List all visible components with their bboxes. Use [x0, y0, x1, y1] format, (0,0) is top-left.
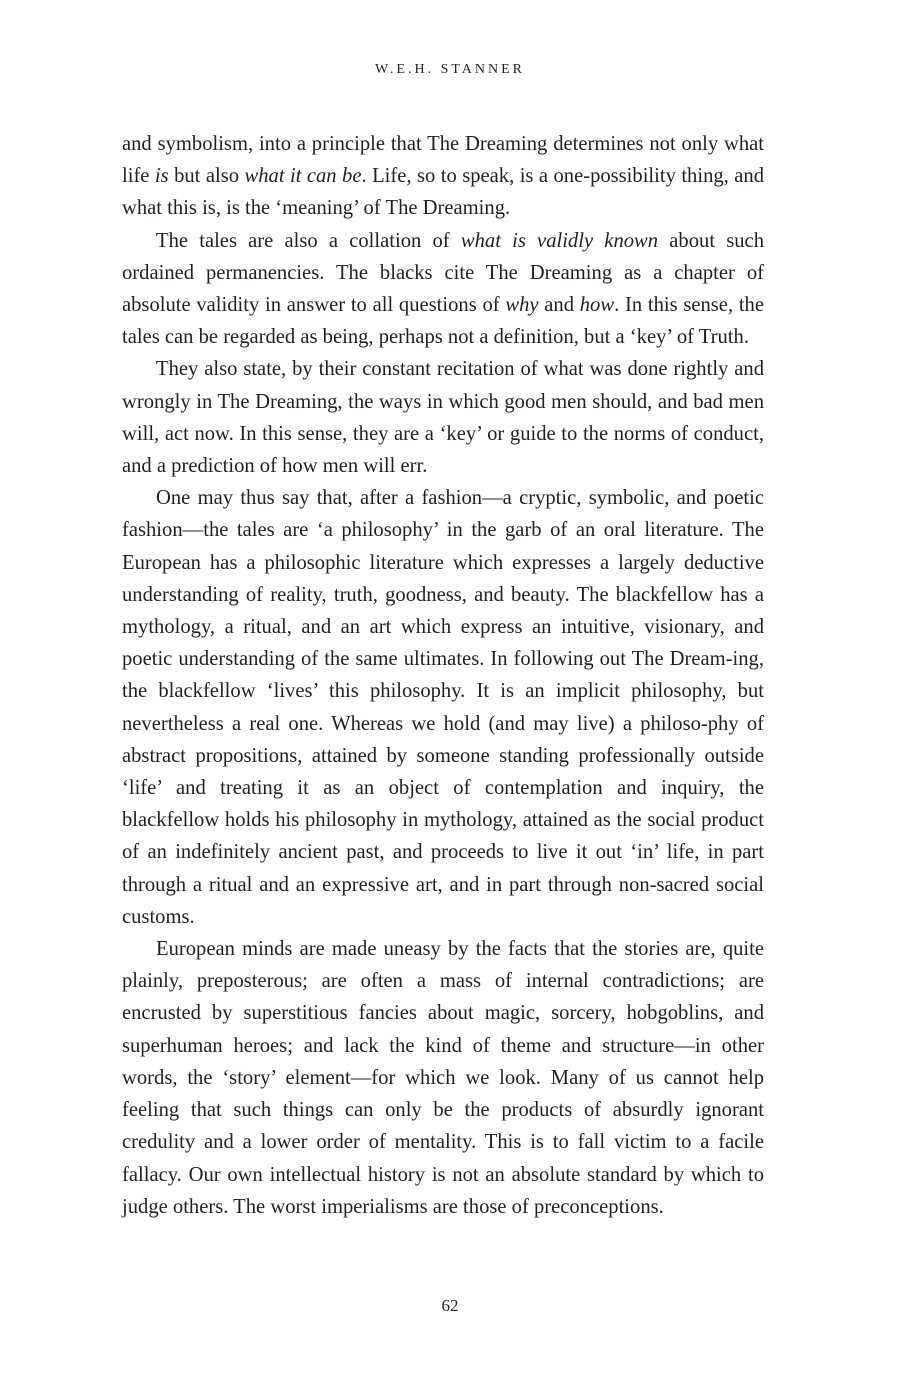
italic-text: what is validly known: [460, 229, 659, 252]
body-text: [122, 128, 764, 1223]
italic-text: why: [505, 294, 539, 317]
paragraph: [122, 482, 764, 933]
text-run: . Life, so to speak, is a one-possibility thing, and what this is, is the ‘meaning’ of The Dreaming.: [122, 165, 764, 220]
paragraph: [122, 933, 764, 1223]
text-run: The tales are also a collation of: [156, 229, 461, 252]
text-run: and symbolism, into a principle that The Dreaming determines not only what life: [122, 133, 764, 188]
paragraph: [122, 128, 764, 225]
text-run: European minds are made uneasy by the facts that the stories are, quite plainly, preposterous; are often a mass of internal contradictions; are encrusted by superstitious fancies about magic, sorcery, hobgoblins, and superhuman heroes; and lack the kind of theme and structure—in other words, the ‘story’ element—for which we look. Many of us cannot help feeling that such things can only be the products of absurdly ignorant credulity and a lower order of mentality. This is to fall victim to a facile fallacy. Our own intellectual history is not an absolute standard by which to judge others. The worst imperialisms are those of preconceptions.: [122, 938, 764, 1218]
paragraph: [122, 353, 764, 482]
text-run: but also: [168, 165, 245, 188]
text-run: and: [538, 294, 580, 317]
italic-text: how: [579, 294, 615, 317]
page-number: 62: [441, 1296, 459, 1315]
text-run: about such ordained permanencies. The blacks cite The Dreaming as a chapter of absolute validity in answer to all questions of: [122, 229, 764, 317]
italic-text: what it can be: [244, 165, 362, 188]
italic-text: is: [154, 165, 169, 188]
text-run: . In this sense, the tales can be regarded as being, perhaps not a definition, but a ‘key’ of Truth.: [122, 294, 764, 349]
paragraph: [122, 225, 764, 354]
text-run: They also state, by their constant recitation of what was done rightly and wrongly in The Dreaming, the ways in which good men should, and bad men will, act now. In this sense, they are a ‘key’ or guide to the norms of conduct, and a prediction of how men will err.: [122, 358, 764, 478]
running-head: W.E.H. STANNER: [374, 62, 526, 77]
text-run: One may thus say that, after a fashion—a cryptic, symbolic, and poetic fashion—the tales are ‘a philosophy’ in the garb of an oral literature. The European has a philosophic literature which expresses a largely deductive understanding of reality, truth, goodness, and beauty. The blackfellow has a mythology, a ritual, and an art which express an intuitive, visionary, and poetic understanding of the same ultimates. In following out The Dream-ing, the blackfellow ‘lives’ this philosophy. It is an implicit philosophy, but nevertheless a real one. Whereas we hold (and may live) a philoso-phy of abstract propositions, attained by someone standing professionally outside ‘life’ and treating it as an object of contemplation and inquiry, the blackfellow holds his philosophy in mythology, attained as the social product of an indefinitely ancient past, and proceeds to live it out ‘in’ life, in part through a ritual and an expressive art, and in part through non-sacred social customs.: [122, 487, 764, 928]
